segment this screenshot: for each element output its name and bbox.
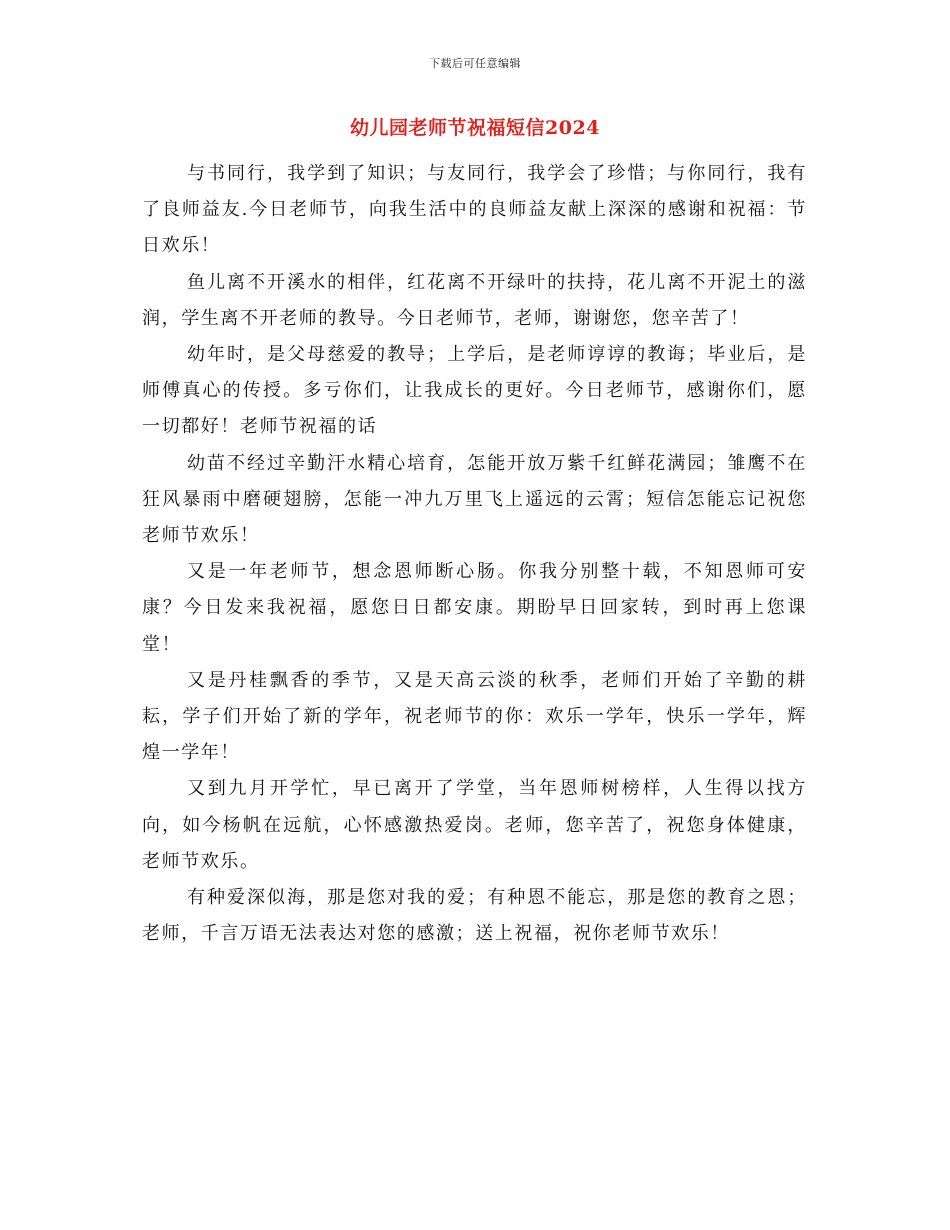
paragraph-1: 与书同行，我学到了知识；与友同行，我学会了珍惜；与你同行，我有了良师益友.今日老师节，向我生活中的良师益友献上深深的感谢和祝福：节日欢乐！ (142, 163, 807, 257)
document-title: 幼儿园老师节祝福短信2024 (350, 117, 600, 139)
paragraph-6: 又是丹桂飘香的季节，又是天高云淡的秋季，老师们开始了辛勤的耕耘，学子们开始了新的学年，祝老师节的你：欢乐一学年，快乐一学年，辉煌一学年！ (142, 669, 807, 764)
paragraph-3: 幼年时，是父母慈爱的教导；上学后，是老师谆谆的教诲；毕业后，是师傅真心的传授。多亏你们，让我成长的更好。今日老师节，感谢你们，愿一切都好！老师节祝福的话 (142, 344, 807, 438)
header-note: 下载后可任意编辑 (429, 57, 521, 70)
paragraph-5: 又是一年老师节，想念恩师断心肠。你我分别整十载，不知恩师可安康？今日发来我祝福，愿您日日都安康。期盼早日回家转，到时再上您课堂！ (142, 561, 807, 655)
paragraph-7: 又到九月开学忙，早已离开了学堂，当年恩师树榜样，人生得以找方向，如今杨帆在远航，心怀感激热爱岗。老师，您辛苦了，祝您身体健康，老师节欢乐。 (142, 778, 807, 872)
paragraph-4: 幼苗不经过辛勤汗水精心培育，怎能开放万紫千红鲜花满园；雏鹰不在狂风暴雨中磨硬翅膀，怎能一冲九万里飞上遥远的云霄；短信怎能忘记祝您老师节欢乐！ (142, 452, 807, 547)
paragraph-8: 有种爱深似海，那是您对我的爱；有种恩不能忘，那是您的教育之恩；老师，千言万语无法表达对您的感激；送上祝福，祝你老师节欢乐！ (142, 887, 807, 945)
document-body (142, 156, 807, 952)
paragraph-2: 鱼儿离不开溪水的相伴，红花离不开绿叶的扶持，花儿离不开泥土的滋润，学生离不开老师的教导。今日老师节，老师，谢谢您，您辛苦了！ (142, 271, 807, 329)
